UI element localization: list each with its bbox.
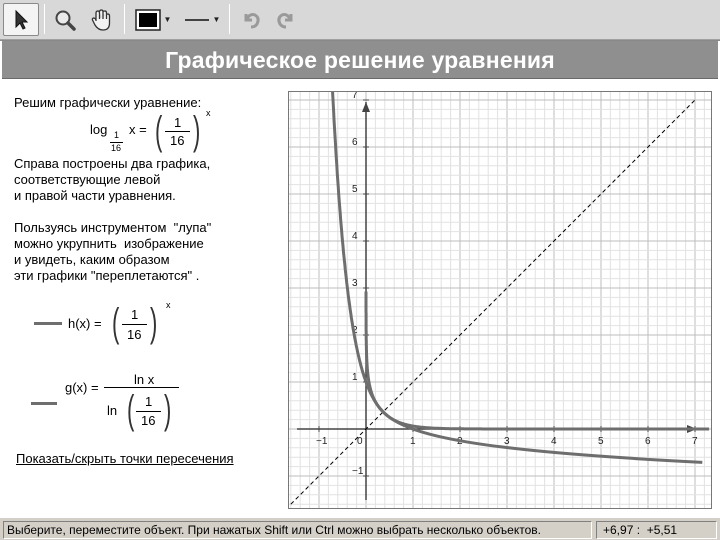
line-y-equals-x bbox=[291, 100, 695, 504]
magnifier-icon bbox=[53, 8, 77, 32]
log-word: log bbox=[90, 122, 108, 137]
y-tick-label: 6 bbox=[352, 137, 358, 148]
log-variable: x = bbox=[129, 122, 147, 137]
x-tick-label: 4 bbox=[551, 436, 557, 447]
rhs-exponent: x bbox=[206, 108, 211, 118]
legend-h-label: h(x) = bbox=[68, 316, 102, 331]
explanation-line-6: и увидеть, каким образом bbox=[14, 252, 170, 267]
zoom-tool[interactable] bbox=[49, 3, 81, 36]
status-message: Выберите, переместите объект. При нажатых Shift или Ctrl можно выбрать несколько объектов. bbox=[3, 521, 592, 539]
paren-right: ) bbox=[192, 109, 201, 153]
y-tick-label: 7 bbox=[352, 92, 358, 101]
pan-tool[interactable] bbox=[86, 3, 118, 36]
line-style-icon bbox=[184, 14, 210, 26]
y-axis-arrow-icon bbox=[362, 102, 370, 112]
curve-g-logarithm bbox=[366, 292, 702, 463]
toolbar-separator bbox=[229, 4, 230, 34]
rhs-num: 1 bbox=[174, 115, 182, 130]
undo-icon bbox=[239, 8, 263, 32]
paren-right: ) bbox=[163, 388, 172, 432]
x-tick-label: 7 bbox=[692, 436, 698, 447]
legend-g-label: g(x) = bbox=[65, 380, 99, 395]
legend-h-fraction-bar bbox=[122, 324, 147, 325]
y-tick-label: 4 bbox=[352, 231, 358, 242]
color-swatch-icon bbox=[135, 8, 161, 32]
explanation-line-5: можно укрупнить изображение bbox=[14, 236, 204, 251]
legend-g-swatch bbox=[31, 402, 57, 405]
undo-button[interactable] bbox=[236, 3, 266, 36]
hand-icon bbox=[90, 7, 114, 33]
legend-g-ln: ln bbox=[107, 403, 118, 418]
explanation-line-7: эти графики "переплетаются" . bbox=[14, 268, 200, 283]
y-tick-label: 2 bbox=[352, 325, 358, 336]
status-bar bbox=[0, 517, 720, 540]
color-picker[interactable] bbox=[130, 3, 176, 36]
paren-left: ( bbox=[126, 388, 135, 432]
paren-left: ( bbox=[111, 301, 120, 345]
y-tick-label: 3 bbox=[352, 278, 358, 289]
chevron-down-icon: ▼ bbox=[163, 15, 172, 24]
explanation-line-4: Пользуясь инструментом "лупа" bbox=[14, 220, 212, 235]
legend-h-swatch bbox=[34, 322, 62, 325]
log-base-den: 16 bbox=[111, 143, 122, 153]
graph-canvas[interactable] bbox=[288, 91, 712, 509]
y-tick-label: 1 bbox=[352, 372, 358, 383]
explanation-line-3: и правой части уравнения. bbox=[14, 188, 176, 203]
redo-icon bbox=[274, 8, 298, 32]
toolbar-separator bbox=[124, 4, 125, 34]
y-tick-label: −1 bbox=[352, 466, 364, 477]
rhs-fraction-bar bbox=[165, 131, 190, 132]
paren-left: ( bbox=[154, 109, 163, 153]
legend-g-inner-num: 1 bbox=[145, 394, 153, 409]
legend-g-inner-bar bbox=[136, 411, 161, 412]
toolbar-separator bbox=[44, 4, 45, 34]
redo-button[interactable] bbox=[271, 3, 301, 36]
x-tick-label: 3 bbox=[504, 436, 510, 447]
legend-g-inner-den: 16 bbox=[141, 413, 156, 428]
x-tick-label: 5 bbox=[598, 436, 604, 447]
paren-right: ) bbox=[149, 301, 158, 345]
legend-h-den: 16 bbox=[127, 327, 142, 342]
legend-g-num: ln x bbox=[134, 372, 155, 387]
problem-intro: Решим графически уравнение: bbox=[14, 95, 202, 110]
legend-h-num: 1 bbox=[131, 307, 139, 322]
rhs-den: 16 bbox=[170, 133, 185, 148]
toggle-intersections-link[interactable]: Показать/скрыть точки пересечения bbox=[16, 451, 234, 466]
function-plot bbox=[289, 92, 711, 508]
x-tick-label: 0 bbox=[357, 436, 363, 447]
explanation-line-2: соответствующие левой bbox=[14, 172, 161, 187]
page-title: Графическое решение уравнения bbox=[2, 41, 718, 79]
line-style-picker[interactable] bbox=[180, 3, 224, 36]
chevron-down-icon: ▼ bbox=[212, 15, 221, 24]
x-tick-label: 6 bbox=[645, 436, 651, 447]
x-tick-label: −1 bbox=[316, 436, 328, 447]
x-tick-label: 1 bbox=[410, 436, 416, 447]
select-tool[interactable] bbox=[3, 3, 39, 36]
toolbar bbox=[0, 0, 720, 40]
cursor-arrow-icon bbox=[11, 9, 31, 31]
log-base-num: 1 bbox=[114, 130, 120, 140]
explanation-line-1: Справа построены два графика, bbox=[14, 156, 211, 171]
cursor-coordinates: +6,97 : +5,51 bbox=[596, 521, 717, 539]
x-tick-label: 2 bbox=[457, 436, 463, 447]
y-tick-label: 5 bbox=[352, 184, 358, 195]
legend-h-exponent: x bbox=[166, 300, 171, 310]
